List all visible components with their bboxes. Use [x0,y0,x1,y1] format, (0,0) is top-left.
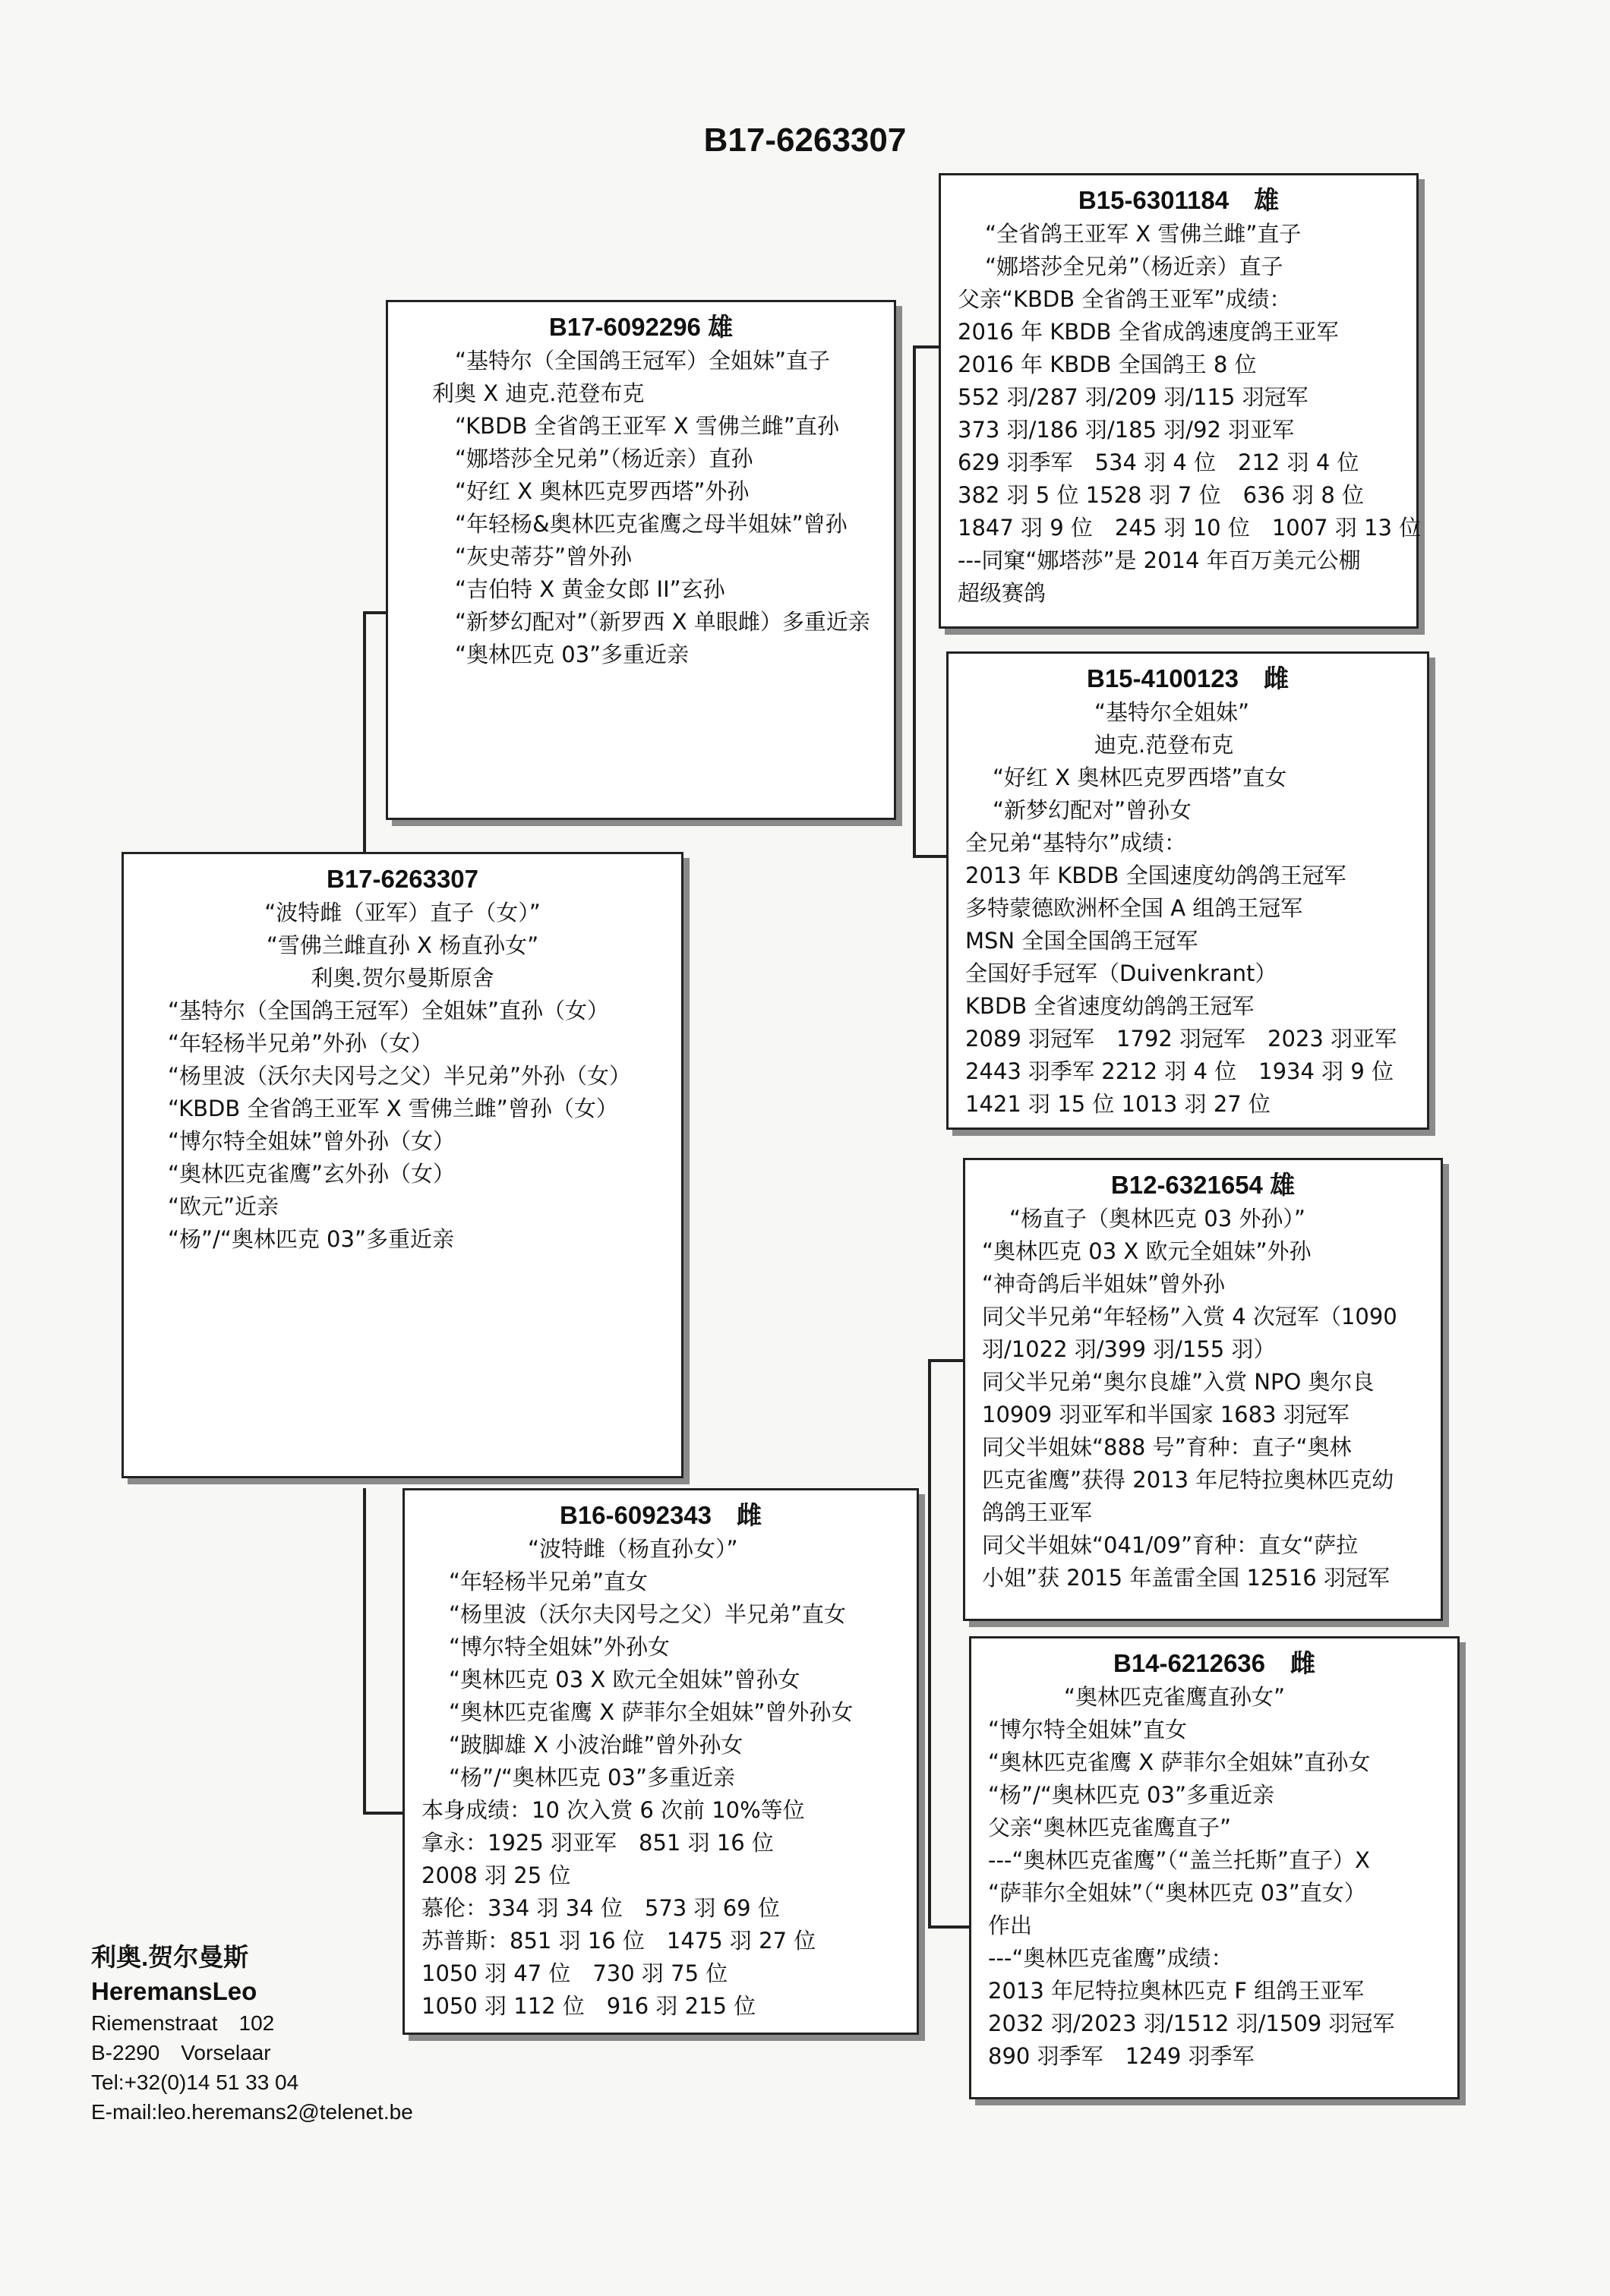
pedigree-line: 父亲“KBDB 全省鸽王亚军”成绩： [958,286,1292,312]
connector-line [913,855,946,858]
email-address: E-mail:leo.heremans2@telenet.be [91,2100,413,2124]
ring-number: B14-6212636 雌 [1113,1649,1315,1677]
pedigree-line: “博尔特全姐妹”外孙女 [449,1634,671,1660]
pedigree-line: 小姐”获 2015 年盖雷全国 12516 羽冠军 [982,1565,1390,1591]
pedigree-box-sire-dam [946,651,1429,1130]
connector-line [363,611,366,856]
pedigree-line: 1050 羽 112 位 916 羽 215 位 [421,1993,756,2019]
pedigree-line: “年轻杨半兄弟”外孙（女） [168,1030,434,1056]
pedigree-line: 全兄弟“基特尔”成绩： [965,830,1187,856]
address-street: Riemenstraat 102 [91,2011,275,2035]
pedigree-box-subject [122,852,683,1478]
connector-line [928,1925,969,1929]
pedigree-line: 1847 羽 9 位 245 羽 10 位 1007 羽 13 位 [958,515,1422,541]
pedigree-line: “全省鸽王亚军 X 雪佛兰雌”直子 [985,221,1302,247]
breeder-name-cn: 利奥.贺尔曼斯 [91,1943,249,1971]
pedigree-line: 382 羽 5 位 1528 羽 7 位 636 羽 8 位 [958,482,1365,508]
pedigree-line: “杨”/“奥林匹克 03”多重近亲 [168,1226,454,1252]
ring-number: B17-6263307 [327,865,478,893]
pedigree-line: 373 羽/186 羽/185 羽/92 羽亚军 [958,417,1295,443]
breeder-name: HeremansLeo [91,1977,257,2005]
ring-number: B15-4100123 雌 [1087,664,1289,692]
connector-line [363,1488,366,1815]
pedigree-line: “KBDB 全省鸽王亚军 X 雪佛兰雌”曾孙（女） [168,1096,618,1121]
pedigree-line: 多特蒙德欧洲杯全国 A 组鸽王冠军 [965,895,1303,921]
pedigree-line: “博尔特全姐妹”直女 [988,1717,1188,1742]
pedigree-line: 2032 羽/2023 羽/1512 羽/1509 羽冠军 [988,2011,1395,2036]
pedigree-line: 匹克雀鹰”获得 2013 年尼特拉奥林匹克幼 [982,1467,1394,1493]
pedigree-line: 父亲“奥林匹克雀鹰直子” [988,1815,1232,1840]
pedigree-line: 超级赛鸽 [958,580,1046,606]
pedigree-line: 629 羽季军 534 羽 4 位 212 羽 4 位 [958,449,1359,475]
pedigree-line: 2008 羽 25 位 [421,1862,571,1888]
pedigree-line: “年轻杨&奥林匹克雀鹰之母半姐妹”曾孙 [455,511,848,537]
pedigree-line: “杨”/“奥林匹克 03”多重近亲 [449,1765,735,1790]
connector-line [928,1359,931,1929]
pedigree-line: “波特雌（亚军）直子（女）” [264,900,541,926]
pedigree-line: “杨”/“奥林匹克 03”多重近亲 [988,1782,1274,1808]
pedigree-line: 2089 羽冠军 1792 羽冠军 2023 羽亚军 [965,1026,1397,1052]
pedigree-line: “杨直子（奥林匹克 03 外孙）” [1009,1206,1305,1232]
pedigree-line: 同父半兄弟“奥尔良雄”入赏 NPO 奥尔良 [982,1369,1375,1395]
pedigree-line: 2013 年尼特拉奥林匹克 F 组鸽王亚军 [988,1978,1365,2004]
pedigree-line: “奥林匹克雀鹰”玄外孙（女） [168,1161,456,1187]
ring-number: B15-6301184 雄 [1078,186,1280,214]
pedigree-box-dam-sire [963,1158,1443,1621]
pedigree-line: “新梦幻配对”（新罗西 X 单眼雌）多重近亲 [455,609,870,635]
pedigree-line: “跛脚雄 X 小波治雌”曾外孙女 [449,1732,743,1758]
pedigree-box-sire-sire [939,173,1422,629]
pedigree-line: 2443 羽季军 2212 羽 4 位 1934 羽 9 位 [965,1058,1394,1084]
pedigree-line: 同父半姐妹“041/09”育种：直女“萨拉 [982,1532,1359,1558]
pedigree-line: 2013 年 KBDB 全国速度幼鸽鸽王冠军 [965,863,1346,888]
pedigree-line: “博尔特全姐妹”曾外孙（女） [168,1128,456,1154]
pedigree-line: “奥林匹克 03”多重近亲 [455,642,690,667]
pedigree-line: 全国好手冠军（Duivenkrant） [965,960,1277,986]
pedigree-line: “基特尔全姐妹” [1094,699,1250,725]
pedigree-line: “灰史蒂芬”曾外孙 [455,544,633,569]
pedigree-line: “雪佛兰雌直孙 X 杨直孙女” [266,932,539,958]
pedigree-line: 拿永：1925 羽亚军 851 羽 16 位 [421,1830,774,1856]
pedigree-line: 10909 羽亚军和半国家 1683 羽冠军 [982,1402,1350,1427]
pedigree-line: 本身成绩：10 次入赏 6 次前 10%等位 [421,1797,805,1823]
pedigree-line: “萨菲尔全姐妹”（“奥林匹克 03”直女） [988,1880,1366,1906]
pedigree-box-sire [386,300,896,820]
pedigree-line: ---“奥林匹克雀鹰”成绩： [988,1945,1233,1971]
pedigree-line: 1050 羽 47 位 730 羽 75 位 [421,1960,728,1986]
pedigree-line: “波特雌（杨直孙女）” [528,1536,738,1562]
pedigree-line: 890 羽季军 1249 羽季军 [988,2043,1255,2069]
pedigree-line: 552 羽/287 羽/209 羽/115 羽冠军 [958,384,1309,410]
pedigree-line: “娜塔莎全兄弟”（杨近亲）直孙 [455,446,753,472]
pedigree-line: “吉伯特 X 黄金女郎 II”玄孙 [455,576,725,602]
pedigree-line: 利奥.贺尔曼斯原舍 [311,965,494,991]
pedigree-line: “奥林匹克雀鹰直孙女” [1064,1684,1286,1710]
connector-line [928,1359,963,1362]
page-title: B17-6263307 [703,121,907,159]
pedigree-line: 慕伦：334 羽 34 位 573 羽 69 位 [421,1895,780,1921]
pedigree-line: “好红 X 奥林匹克罗西塔”外孙 [455,478,750,504]
pedigree-line: 同父半兄弟“年轻杨”入赏 4 次冠军（1090 [982,1304,1397,1329]
pedigree-line: “奥林匹克 03 X 欧元全姐妹”曾孙女 [449,1667,800,1692]
pedigree-line: “欧元”近亲 [168,1194,279,1219]
pedigree-line: 羽/1022 羽/399 羽/155 羽） [982,1336,1276,1362]
pedigree-line: “基特尔（全国鸽王冠军）全姐妹”直子 [455,348,831,374]
pedigree-line: 1421 羽 15 位 1013 羽 27 位 [965,1091,1271,1117]
pedigree-line: “奥林匹克雀鹰 X 萨菲尔全姐妹”直孙女 [988,1749,1371,1775]
pedigree-line: “杨里波（沃尔夫冈号之父）半兄弟”直女 [449,1601,847,1627]
pedigree-line: “神奇鸽后半姐妹”曾外孙 [982,1271,1226,1297]
connector-line [363,611,387,614]
address-city: B-2290 Vorselaar [91,2041,271,2064]
pedigree-line: “基特尔（全国鸽王冠军）全姐妹”直孙（女） [168,998,610,1023]
phone-number: Tel:+32(0)14 51 33 04 [91,2070,299,2094]
pedigree-line: “奥林匹克 03 X 欧元全姐妹”外孙 [982,1238,1312,1264]
pedigree-line: “奥林匹克雀鹰 X 萨菲尔全姐妹”曾外孙女 [449,1699,854,1725]
pedigree-line: ---同窠“娜塔莎”是 2014 年百万美元公棚 [958,547,1361,573]
pedigree-line: 同父半姐妹“888 号”育种：直子“奥林 [982,1434,1352,1460]
ring-number: B17-6092296 雄 [548,313,734,341]
pedigree-line: 2016 年 KBDB 全省成鸽速度鸽王亚军 [958,319,1339,345]
pedigree-line: 苏普斯：851 羽 16 位 1475 羽 27 位 [421,1928,816,1954]
pedigree-line: MSN 全国全国鸽王冠军 [965,928,1198,954]
connector-line [363,1812,404,1815]
pedigree-box-dam [402,1488,919,2035]
ring-number: B16-6092343 雌 [560,1501,762,1529]
pedigree-line: “KBDB 全省鸽王亚军 X 雪佛兰雌”直孙 [455,413,839,439]
pedigree-line: “杨里波（沃尔夫冈号之父）半兄弟”外孙（女） [168,1063,632,1089]
pedigree-box-dam-dam [969,1636,1460,2099]
pedigree-line: “娜塔莎全兄弟”（杨近亲）直子 [985,254,1283,279]
connector-line [913,345,916,858]
pedigree-line: ---“奥林匹克雀鹰”（“盖兰托斯”直子）X [988,1847,1370,1873]
pedigree-line: 2016 年 KBDB 全国鸽王 8 位 [958,352,1257,377]
connector-line [913,345,939,348]
pedigree-line: “新梦幻配对”曾孙女 [993,797,1192,823]
pedigree-line: 作出 [988,1913,1033,1938]
pedigree-line: “好红 X 奥林匹克罗西塔”直女 [993,765,1287,790]
pedigree-line: 鸽鸽王亚军 [982,1500,1093,1525]
pedigree-line: “年轻杨半兄弟”直女 [449,1569,649,1594]
pedigree-line: 利奥 X 迪克.范登布克 [432,380,645,406]
breeder-contact [91,1940,413,2127]
ring-number: B12-6321654 雄 [1110,1171,1296,1199]
pedigree-line: 迪克.范登布克 [1094,732,1234,758]
pedigree-line: KBDB 全省速度幼鸽鸽王冠军 [965,993,1255,1019]
